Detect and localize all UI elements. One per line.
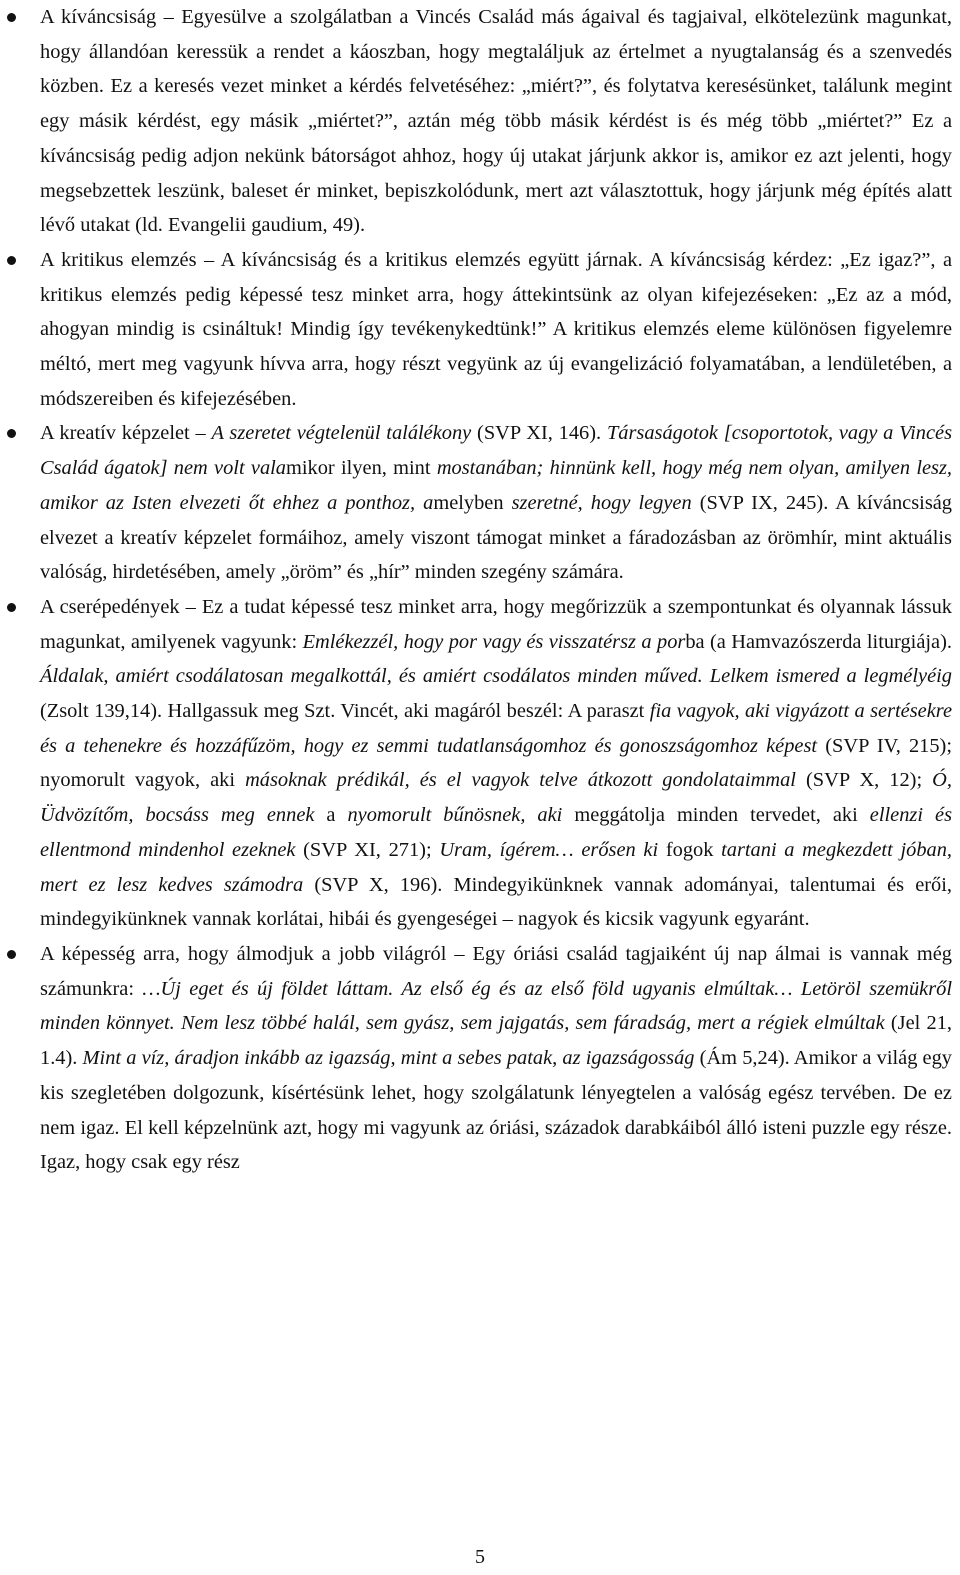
bullet-item-ability-to-dream [40, 937, 952, 1180]
bullet-dot-icon [7, 429, 16, 438]
paragraph-text [40, 596, 952, 930]
italic-text-segment: …Új eget és új földet láttam. Az első ég és az első föld ugyanis elmúltak… Letöröl szemükről minden könnyet. Nem lesz többé halál, sem gyász, sem jajgatás, sem fáradság, mert a régiek elmúltak [40, 977, 952, 1035]
text-segment: melyben [433, 491, 512, 514]
bullet-item-critical-analysis [40, 243, 952, 417]
paragraph-text [40, 6, 952, 236]
text-segment: meggátolja minden tervedet, aki [562, 804, 870, 827]
italic-text-segment: Ó, Üdvözítőm, bocsáss meg ennek [40, 769, 952, 827]
text-segment: A kritikus elemzés – A kíváncsiság és a kritikus elemzés együtt járnak. A kíváncsiság kérdez: „Ez igaz?”, a kritikus elemzés pedig képessé tesz minket arra, hogy áttekintsünk az olyan kifejezéseken: „Ez az a mód, ahogyan mindig is csináltuk! Mindig így tevékenykedtünk!” A kritikus elemzés eleme különösen figyelemre méltó, mert meg vagyunk hívva arra, hogy részt vegyünk az új evangelizáció folyamatában, a lendületében, a módszereiben és kifejezésében. [40, 248, 952, 410]
bullet-dot-icon [7, 13, 16, 22]
text-segment: fogok [658, 838, 722, 861]
italic-text-segment: Áldalak, amiért csodálatosan megalkottál, és amiért csodálatos minden műved. Lelkem ismered a legmélyéig [40, 665, 952, 688]
bullet-item-earthen-vessels [40, 590, 952, 937]
italic-text-segment: Társaságotok [csoportotok, vagy a Vincés Család ágatok] nem volt vala [40, 422, 952, 480]
bullet-item-curiosity [40, 0, 952, 243]
bullet-item-creative-imagination [40, 416, 952, 590]
text-segment: A cserépedények – Ez a tudat képessé tesz minket arra, hogy megőrizzük a szempontunkat és olyannak lássuk magunkat, amilyenek vagyunk: [40, 595, 952, 653]
paragraph-text [40, 422, 952, 583]
italic-text-segment: nyomorult bűnösnek, aki [347, 804, 563, 827]
text-segment: (Jel 21, 1.4). [40, 1012, 953, 1070]
bullet-list [40, 0, 952, 1180]
text-segment: A kreatív képzelet – [40, 422, 212, 445]
italic-text-segment: fia vagyok, aki vigyázott a sertésekre és a tehenekre és hozzáfűzöm, hogy ez semmi tudatlanságomhoz és gonoszságomhoz képest [40, 700, 952, 757]
text-segment: A kíváncsiság – Egyesülve a szolgálatban a Vincés Család más ágaival és tagjaival, elkötelezünk magunkat, hogy állandóan keressük a rendet a káoszban, hogy megtaláljuk az értelmet a nyugtalanság és a szenvedés közben. Ez a keresés vezet minket a kérdés felvetéséhez: „miért?”, és folytatva keresésünket, találunk megint egy másik kérdést, egy másik „miértet?”, aztán még több másik kérdést is és még több „miértet?” Ez a kíváncsiság pedig adjon nekünk bátorságot ahhoz, hogy új utakat járjunk akkor is, amikor ez azt jelenti, hogy megsebzettek leszünk, baleset ér minket, bepiszkolódunk, mert azt választottuk, hogy járjunk még építés alatt lévő utakat (ld. Evangelii gaudium, 49). [40, 6, 952, 237]
italic-text-segment: mostanában; hinnünk kell, hogy még nem olyan, amilyen lesz, amikor az Isten elvezeti őt ehhez a ponthoz, a [40, 457, 952, 514]
paragraph-text [40, 249, 952, 410]
italic-text-segment: Mint a víz, áradjon inkább az igazság, mint a sebes patak, az igazságosság [82, 1047, 695, 1070]
italic-text-segment: szeretné, hogy legyen [511, 491, 692, 514]
italic-text-segment: A szeretet végtelenül találékony [211, 422, 472, 445]
bullet-dot-icon [7, 256, 16, 265]
italic-text-segment: tartani a megkezdett jóban, mert ez lesz kedves számodra [40, 838, 952, 896]
text-segment: (SVP XI, 271); [295, 838, 440, 861]
italic-text-segment: másoknak prédikál, és el vagyok telve átkozott gondolataimmal [245, 769, 796, 792]
italic-text-segment: Emlékezzél, hogy por vagy és visszatérsz a por [302, 630, 686, 653]
text-segment: A képesség arra, hogy álmodjuk a jobb világról – Egy óriási család tagjaiként új nap álmai is vannak még számunkra: [40, 942, 952, 1000]
text-segment: mikor ilyen, mint [286, 457, 437, 480]
text-segment: (Ám 5,24). Amikor a világ egy kis szegletében dolgozunk, kísértésünk lehet, hogy szolgálatunk lényegtelen a valóság egész tervében. De ez nem igaz. El kell képzelnünk azt, hogy mi vagyunk az óriási, századok darabkáiból álló isteni puzzle egy része. Igaz, hogy csak egy rész [40, 1047, 952, 1174]
text-segment: (SVP IX, 245). A kíváncsiság elvezet a kreatív képzelet formáihoz, amely viszont támogat minket a fáradozásban az örömhír, mint aktuális valóság, hirdetésében, amely „öröm” és „hír” minden szegény számára. [40, 491, 952, 584]
text-segment: (SVP IV, 215); nyomorult vagyok, aki [40, 734, 952, 792]
text-segment: ba (a Hamvazószerda liturgiája). [685, 630, 952, 653]
italic-text-segment: ellenzi és ellentmond mindenhol ezeknek [40, 804, 953, 861]
text-segment: a [314, 804, 348, 827]
paragraph-text [40, 943, 952, 1173]
italic-text-segment: Uram, ígérem… erősen ki [439, 838, 659, 861]
bullet-dot-icon [7, 950, 16, 959]
text-segment: (SVP XI, 146). [471, 422, 607, 445]
text-segment: (SVP X, 12); [795, 769, 933, 792]
text-segment: (Zsolt 139,14). Hallgassuk meg Szt. Vincét, aki magáról beszél: A paraszt [40, 700, 650, 723]
page-number: 5 [475, 1546, 485, 1568]
bullet-dot-icon [7, 603, 16, 612]
text-segment: (SVP X, 196). Mindegyikünknek vannak adományai, talentumai és erői, mindegyikünknek vannak korlátai, hibái és gyengeségei – nagyok és kicsik vagyunk egyaránt. [40, 873, 952, 931]
